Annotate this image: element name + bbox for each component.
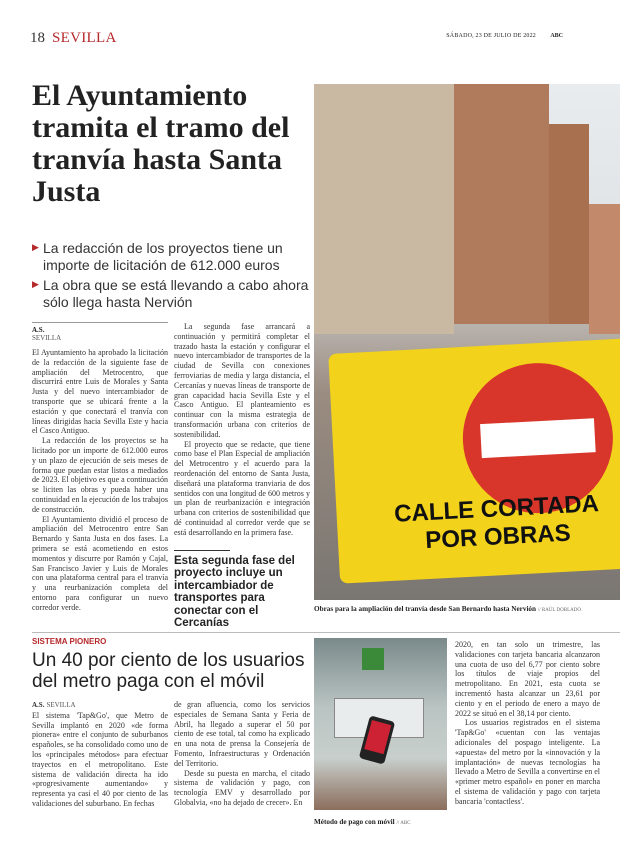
page-number: 18	[30, 30, 45, 46]
triangle-bullet-icon: ▶	[32, 242, 39, 252]
sign-text: CALLE CORTADA POR OBRAS	[393, 490, 600, 555]
subhead-2	[32, 277, 312, 310]
photo-caption	[314, 818, 454, 828]
second-headline: Un 40 por ciento de los usuarios del metro paga con el móvil	[32, 650, 305, 692]
subhead-text: La obra que se está llevando a cabo ahora sólo llega hasta Nervión	[43, 277, 309, 310]
triangle-bullet-icon: ▶	[32, 279, 39, 289]
caption-text: Método de pago con móvil	[314, 818, 395, 826]
paragraph: Desde su puesta en marcha, el citado sistema de validación y pago, con tecnología EMV y desarrollado por Globalvia, «no ha dejado de crecer». En	[174, 768, 310, 807]
paragraph: El proyecto que se redacte, que tiene como base el Plan Especial de ampliación del Metrocentro y el acuerdo para la reordenación del entorno de Santa Justa, diseñará una plataforma tranviaria de dos sentidos con una longitud de 600 metros y un plan de reurbanización e integración urbana con criterios de sostenibilidad que dé continuidad al corredor verde que se está desarrollando en la primera fase.	[174, 439, 310, 537]
subheads	[32, 240, 312, 314]
second-column-2	[174, 700, 310, 809]
article-column-2	[174, 322, 310, 630]
photo-credit: // RAÚL DOBLADO	[537, 608, 581, 613]
paragraph: 2020, en tan solo un trimestre, las validaciones con tarjeta bancaria alcanzaron una cuota de uso del 6,77 por ciento sobre los títulos de viaje propios del metropolitano. En 2021, esta cuota se incrementó hasta alcanzar un 23,61 por ciento y en el periodo de enero a mayo de 2022 se situó en el 38,14 por ciento.	[455, 640, 600, 718]
article-column-1	[32, 322, 168, 630]
subhead-text: La redacción de los proyectos tiene un importe de licitación de 612.000 euros	[43, 240, 283, 273]
divider	[32, 322, 168, 323]
issue-date: SÁBADO, 23 DE JULIO DE 2022	[446, 33, 536, 39]
second-column-3	[455, 640, 600, 807]
subhead-1	[32, 240, 312, 273]
paragraph: La redacción de los proyectos se ha licitado por un importe de 612.000 euros y un plazo de ejecución de seis meses de forma que puedan estar listos a mediados de 2023. El objetivo es que a continuación se liciten las obras y pueda haber una continuidad en la ejecución de los trabajos de construcción.	[32, 436, 168, 514]
section-divider	[32, 632, 620, 633]
pull-quote-rule	[174, 550, 230, 551]
section-name: SEVILLA	[52, 30, 117, 46]
body-text	[32, 348, 168, 613]
caption-text: Obras para la ampliación del tranvía desde San Bernardo hasta Nervión	[314, 605, 537, 613]
main-article-body	[32, 322, 310, 630]
mobile-payment-photo	[314, 638, 447, 810]
brand-label: ABC	[550, 33, 563, 39]
paragraph: El sistema 'Tap&Go', que Metro de Sevilla implantó en 2020 «de forma pionera» entre el conjunto de suburbanos españoles, se ha consolidado como uno de los «principales métodos» para efectuar trayectos en el metropolitano. Este sistema de validación directa ha ido «progresivamente aumentando» y representa ya casi el 40 por ciento de las validaciones del suburbano. En fechas	[32, 710, 168, 808]
pull-quote: Esta segunda fase del proyecto incluye un intercambiador de transportes para conectar con el Cercanías	[174, 554, 295, 630]
paragraph: El Ayuntamiento ha aprobado la licitación de la redacción de la siguiente fase de ampliación del Metrocentro, que discurrirá entre Luis de Morales y Santa Justa y del nuevo intercambiador de transporte que se ubicará frente a la estación y que conectará el tranvía con líneas dirigidas hacia Sevilla Este y hacia el Casco Antiguo.	[32, 348, 168, 436]
road-closed-sign	[328, 338, 620, 583]
byline: A.S.	[32, 701, 45, 709]
byline: A.S.	[32, 326, 45, 334]
kicker: SISTEMA PIONERO	[32, 637, 107, 646]
photo-caption	[314, 605, 620, 615]
byline-city: SEVILLA	[32, 334, 62, 342]
paragraph: de gran afluencia, como los servicios especiales de Semana Santa y Feria de Abril, ha llegado a superar el 50 por ciento de ese total, tal como ha explicado en una nota de prensa la Consejería de Fomento, Infraestructuras y Ordenación del Territorio.	[174, 700, 310, 768]
second-column-1	[32, 700, 168, 809]
byline-city: SEVILLA	[46, 701, 76, 709]
paragraph: Los usuarios registrados en el sistema 'Tap&Go' «cuentan con las ventajas adicionales del pospago inteligente. La «apuesta» del metro por la «innovación y la implantación» de nuevas tecnologías ha llevado a Metro de Sevilla a convertirse en el «primer metro español» en poner en marcha el sistema de validación y pago con tarjeta bancaria 'contactless'.	[455, 718, 600, 806]
photo-credit: // ABC	[396, 821, 411, 826]
paragraph: El Ayuntamiento dividió el proceso de ampliación del Metrocentro entre San Bernardo y Santa Justa en dos fases. La primera se está acometiendo en estos momentos y discurre por Ramón y Cajal, San Francisco Javier y Luis de Morales con una plataforma central para el tranvía y una reurbanización completa del entorno para configurar un nuevo corredor verde.	[32, 514, 168, 612]
construction-photo	[314, 84, 620, 600]
second-article	[32, 637, 310, 809]
paragraph: La segunda fase arrancará a continuación y permitirá completar el trazado hasta la estación y configurar el nuevo intercambiador de transportes de la ciudad de Sevilla con conexiones ferroviarias de media y larga distancia, el Cercanías y nuevas líneas de transporte de gran capacidad hacia Sevilla Este y el Casco Antiguo. El planteamiento es continuar con la misma estrategia de transformación urbana con criterios de sostenibilidad.	[174, 322, 310, 439]
turnstile-pictogram-icon	[362, 648, 384, 670]
main-headline: El Ayuntamiento tramita el tramo del tranvía hasta Santa Justa	[32, 79, 290, 208]
